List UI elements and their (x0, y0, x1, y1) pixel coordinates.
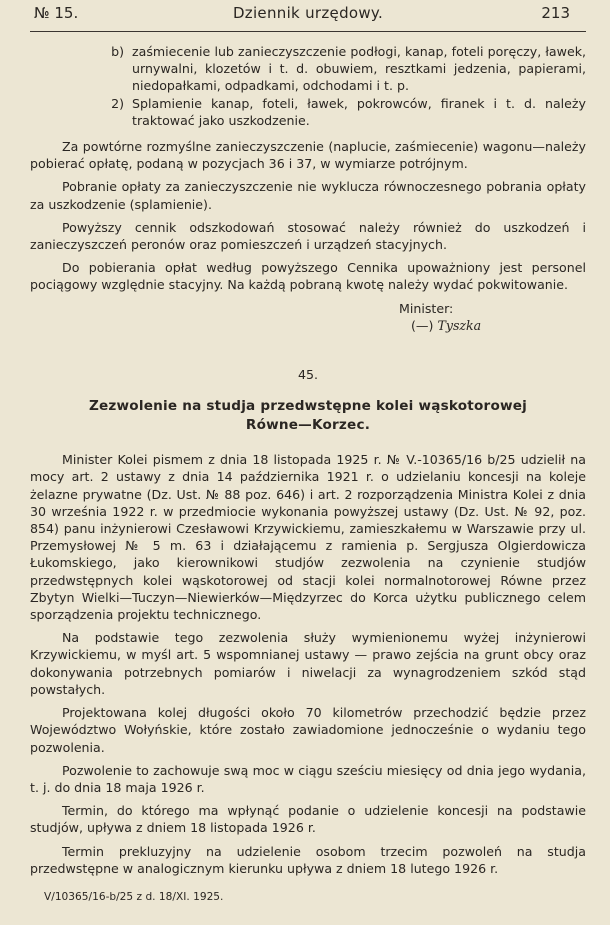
list-text: zaśmiecenie lub zanieczyszczenie podłogi, kanap, foteli poręczy, ławek, urnywalni, klozetów i t. d. obuwiem, resztkami jedzenia, papierami, niedopałkami, odpadkami, odchodami i t. p. (132, 44, 586, 94)
fee-list (30, 43, 586, 129)
list-text: Splamienie kanap, foteli, ławek, pokrowców, firanek i t. d. należy traktować jako uszkodzenie. (132, 95, 586, 128)
paragraph: Termin, do którego ma wpłynąć podanie o udzielenie koncesji na podstawie studjów, upływa z dniem 18 listopada 1926 r. (30, 803, 586, 836)
paragraph: Projektowana kolej długości około 70 kilometrów przechodzić będzie przez Województwo Wołyńskie, które zostało zawiadomione jednocześnie o wydaniu tego pozwolenia. (30, 705, 586, 755)
paragraph: Pozwolenie to zachowuje swą moc w ciągu sześciu miesięcy od dnia jego wydania, t. j. do dnia 18 maja 1926 r. (30, 762, 586, 795)
page-header (30, 5, 586, 27)
paragraph: Pobranie opłaty za zanieczyszczenie nie wyklucza równoczesnego pobrania opłaty za uszkodzenie (splamienie). (30, 179, 586, 212)
signature-line (411, 317, 586, 334)
list-item (108, 43, 586, 95)
signature-name: Tyszka (437, 317, 482, 333)
signature-prefix: (—) (411, 317, 434, 333)
issue-number: № 15. (34, 4, 79, 22)
paragraph: Termin prekluzyjny na udzielenie osobom trzecim pozwoleń na studja przedwstępne w analogicznym kierunku upływa z dniem 18 lutego 1926 r. (30, 843, 586, 876)
document-reference: V/10365/16-b/25 z d. 18/XI. 1925. (44, 890, 224, 903)
document-title-line: Równe—Korzec. (245, 417, 371, 434)
list-marker: 2) (111, 95, 124, 111)
list-item (108, 95, 586, 129)
paragraph: Minister Kolei pismem z dnia 18 listopada 1925 r. № V.-10365/16 b/25 udzielił na mocy art. 2 ustawy z dnia 14 października 1921 r. o udzielaniu koncesji na koleje żelazne prywatne (Dz. Ust. № 88 poz. 646) i art. 2 rozporządzenia Ministra Kolei z dnia 30 września 1922 r. w przedmiocie wykonania powyższej ustawy (Dz. Ust. № 92, poz. 854) panu inżynierowi Czesławowi Krzywickiemu, zamieszkałemu w Warszawie przy ul. Przemysłowej № 5 m. 63 i działającemu z ramienia p. Sergjusza Olgierdowicza Łukomskiego, jako kierownikowi studjów zezwolenia na czynienie studjów przedwstępnych kolei wąskotorowej od stacji kolei normalnotorowej Równe przez Zbytyn Wielki—Tuczyn—Niewierków—Międzyrzec do Korca użytku publicznego celem sporządzenia projektu technicznego. (30, 452, 586, 623)
page (30, 0, 586, 925)
signature-role: Minister: (399, 300, 454, 316)
page-content (30, 43, 586, 906)
paragraph: Na podstawie tego zezwolenia służy wymienionemu wyżej inżynierowi Krzywickiemu, w myśl art. 5 wspomnianej ustawy — prawo zejścia na grunt obcy oraz dokonywania potrzebnych pomiarów i niwelacji za wynagrodzeniem szkód stąd powstałych. (30, 630, 586, 697)
page-number: 213 (541, 4, 570, 22)
header-rule (30, 31, 586, 32)
list-marker: b) (111, 44, 124, 59)
document-number: 45. (297, 367, 319, 383)
paragraph: Powyższy cennik odszkodowań stosować należy również do uszkodzeń i zanieczyszczeń peronów oraz pomieszczeń i urządzeń stacyjnych. (30, 219, 586, 253)
journal-title: Dziennik urzędowy. (232, 4, 384, 22)
paragraph: Do pobierania opłat według powyższego Cennika upoważniony jest personel pociągowy względnie stacyjny. Na każdą pobraną kwotę należy wydać pokwitowanie. (30, 260, 586, 293)
document-title (30, 397, 586, 435)
document-title-line: Zezwolenie na studja przedwstępne kolei wąskotorowej (88, 398, 528, 415)
paragraph: Za powtórne rozmyślne zanieczyszczenie (naplucie, zaśmiecenie) wagonu—należy pobierać opłatę, podaną w pozycjach 36 i 37, w wymiarze potrójnym. (30, 139, 586, 172)
